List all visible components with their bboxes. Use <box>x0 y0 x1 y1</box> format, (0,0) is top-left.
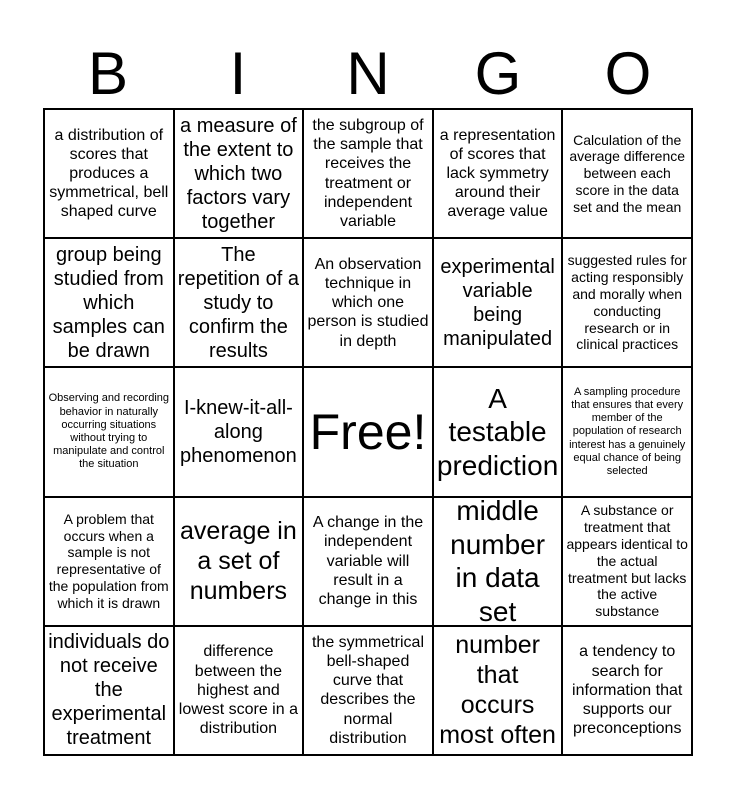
header-letter-i: I <box>229 40 247 107</box>
bingo-cell[interactable] <box>44 238 174 367</box>
bingo-cell[interactable] <box>44 367 174 496</box>
free-space-cell[interactable] <box>303 367 433 496</box>
bingo-cell[interactable] <box>433 238 563 367</box>
cell-text: Calculation of the average difference between each score in the data set and the mean <box>569 131 686 215</box>
bingo-cell[interactable] <box>562 367 692 496</box>
cell-text: I-knew-it-all-along phenomenon <box>180 396 297 467</box>
cell-text: the subgroup of the sample that receives the treatment or independent variable <box>312 117 424 230</box>
cell-text: difference between the highest and lowest score in a distribution <box>178 643 298 738</box>
bingo-cell[interactable] <box>303 238 433 367</box>
cell-text: experimental variable being manipulated <box>440 255 555 350</box>
bingo-cell[interactable] <box>303 109 433 238</box>
cell-text: number that occurs most often <box>439 631 556 750</box>
bingo-cell[interactable] <box>174 497 304 626</box>
cell-text: Observing and recording behavior in naturally occurring situations without trying to manipulate and control the situation <box>48 392 170 471</box>
cell-text: individuals do not receive the experimental treatment <box>48 631 170 750</box>
header-letter-o: O <box>604 40 652 107</box>
cell-text: A sampling procedure that ensures that every member of the population of research interest has a genuinely equal chance of being selected <box>569 385 686 477</box>
header-letter-b: B <box>87 40 129 107</box>
cell-text: the symmetrical bell-shaped curve that describes the normal distribution <box>311 633 424 747</box>
cell-text: A change in the independent variable will result in a change in this <box>312 514 424 608</box>
bingo-cell[interactable] <box>433 109 563 238</box>
cell-text: An observation technique in which one person is studied in depth <box>307 255 429 350</box>
cell-text: middle number in data set <box>450 496 546 626</box>
bingo-cell[interactable] <box>44 109 174 238</box>
bingo-cell[interactable] <box>174 109 304 238</box>
cell-text: group being studied from which samples can be drawn <box>52 243 165 362</box>
bingo-cell[interactable] <box>562 109 692 238</box>
bingo-header <box>43 40 693 108</box>
bingo-cell[interactable] <box>44 497 174 626</box>
bingo-cell[interactable] <box>562 238 692 367</box>
bingo-cell[interactable] <box>174 367 304 496</box>
bingo-cell[interactable] <box>562 497 692 626</box>
bingo-card-grid <box>43 108 693 756</box>
bingo-cell[interactable] <box>433 367 563 496</box>
free-space-text: Free! <box>309 403 427 460</box>
cell-text: A testable prediction <box>436 382 559 481</box>
cell-text: a representation of scores that lack symmetry around their average value <box>439 126 556 221</box>
cell-text: average in a set of numbers <box>180 517 297 606</box>
bingo-cell[interactable] <box>303 626 433 755</box>
cell-text: A substance or treatment that appears identical to the actual treatment but lacks the active substance <box>566 502 688 620</box>
cell-text: The repetition of a study to confirm the results <box>177 243 299 362</box>
bingo-cell[interactable] <box>562 626 692 755</box>
bingo-cell[interactable] <box>433 626 563 755</box>
bingo-cell[interactable] <box>174 626 304 755</box>
bingo-cell[interactable] <box>44 626 174 755</box>
cell-text: A problem that occurs when a sample is not representative of the population from which it is drawn <box>48 510 169 611</box>
cell-text: a distribution of scores that produces a symmetrical, bell shaped curve <box>49 126 169 221</box>
cell-text: suggested rules for acting responsibly and morally when conducting research or in clinical practices <box>567 252 687 353</box>
header-letter-g: G <box>474 40 522 107</box>
cell-text: a tendency to search for information that supports our preconceptions <box>572 643 683 738</box>
cell-text: a measure of the extent to which two factors vary together <box>180 114 297 233</box>
bingo-cell[interactable] <box>433 497 563 626</box>
bingo-cell[interactable] <box>303 497 433 626</box>
header-letter-n: N <box>346 40 390 107</box>
bingo-cell[interactable] <box>174 238 304 367</box>
